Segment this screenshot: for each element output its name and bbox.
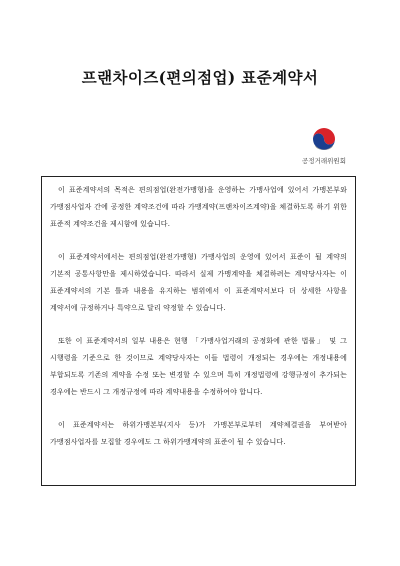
- agency-logo: [288, 124, 360, 170]
- notice-paragraph-purpose: 이 표준계약서의 목적은 편의점업(완전가맹형)을 운영하는 가맹사업에 있어서 가맹본부와 가맹점사업자 간에 공정한 계약조건에 따라 가맹계약(프랜차이즈계약)을 체결하도록 하기 위한 표준적 계약조건을 제시함에 있습니다.: [50, 186, 347, 228]
- document-title: 프랜차이즈(편의점업) 표준계약서: [81, 68, 319, 87]
- notice-paragraph-sub-franchise: 이 표준계약서는 하위가맹본부(지사 등)가 가맹본부로부터 계약체결권을 부여받아 가맹점사업자를 모집할 경우에도 그 하위가맹계약의 표준이 될 수 있습니다.: [50, 421, 347, 446]
- agency-name: 공정거래위원회: [302, 157, 346, 165]
- taegeuk-emblem-icon: [309, 124, 339, 154]
- notice-paragraph-legal-basis: 또한 이 표준계약서의 일부 내용은 현행 「가맹사업거래의 공정화에 관한 법률」 및 그 시행령을 기준으로 한 것이므로 계약당사자는 이들 법령이 개정되는 경우에는 개정내용에 부합되도록 기존의 계약을 수정 또는 변경할 수 있으며 특히 개정법령에 강행규정이 추가되는 경우에는 반드시 그 개정규정에 따라 계약내용을 수정하여야 합니다.: [50, 337, 347, 396]
- notice-box: [41, 176, 356, 486]
- notice-paragraph-scope: 이 표준계약서에서는 편의점업(완전가맹형) 가맹사업의 운영에 있어서 표준이 될 계약의 기본적 공통사항만을 제시하였습니다. 따라서 실제 가맹계약을 체결하려는 계약당사자는 이 표준계약서의 기본 틀과 내용을 유지하는 범위에서 이 표준계약서보다 더 상세한 사항을 계약서에 규정하거나 특약으로 달리 약정할 수 있습니다.: [50, 253, 347, 312]
